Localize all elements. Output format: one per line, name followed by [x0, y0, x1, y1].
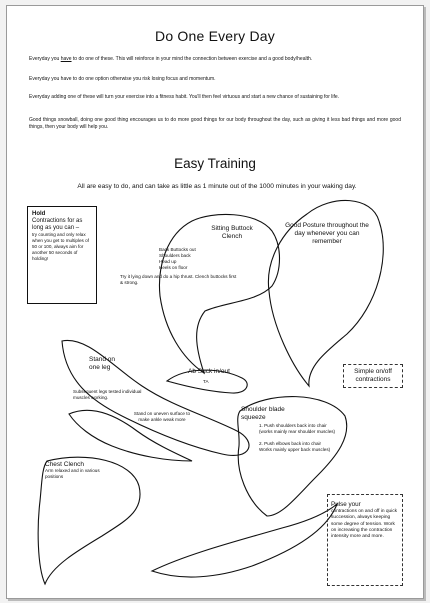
bottom-sweep-shape [152, 504, 337, 577]
sitting-tip: Try it lying down and do a hip thrust. Clench buttocks first & strong. [120, 274, 237, 285]
shoulder-step2: 2. Push elbows back into chair [259, 441, 322, 446]
pulse-title: Pulse your [331, 501, 361, 508]
intro-1-underline: have [60, 56, 72, 62]
sitting-steps [159, 247, 229, 271]
ab-mark: TA [203, 379, 209, 384]
document-page [6, 5, 424, 599]
intro-paragraph-4: Good things snowball, doing one good thing encourages us to do more good things for our body throughout the day, such as giving it less bad things and more good things, then your body will help you. [29, 117, 401, 130]
stand-title: Stand on one leg [89, 356, 116, 371]
section-subtitle: All are easy to do, and can take as little as 1 minute out of the 1000 minutes in your waking day. [77, 183, 357, 190]
intro-paragraph-3: Everyday adding one of these will turn your exercise into a fitness habit. You'll then feel virtuous and start a new chance of sustaining for life. [29, 94, 340, 100]
hold-line1: Contractions for as long as you can – [32, 218, 83, 232]
simple-title: Simple on/off contractions [354, 368, 392, 383]
ab-title: Ab Suck in/out [188, 368, 230, 375]
hold-body: try counting and only relax when you get to multiples of 50 or 100, always aim for another 50 seconds of holding! [32, 232, 89, 262]
hold-box [27, 206, 97, 304]
pulse-box [327, 494, 403, 586]
shoulder-steps [259, 423, 339, 453]
shoulder-step1: 1. Push shoulders back into chair [259, 423, 327, 428]
stand-line2: Stand on uneven surface to make ankle weak more [133, 411, 191, 422]
shoulder-step1-note: (works mainly rear shoulder muscles) [259, 429, 336, 434]
page-title: Do One Every Day [155, 28, 275, 44]
chest-body: Arm relaxed and in various positions [45, 468, 100, 479]
sitting-title: Sitting Buttock Clench [211, 225, 253, 240]
posture-title: Good Posture throughout the day whenever you can remember [285, 222, 369, 245]
sitting-step: Head up [159, 259, 177, 264]
simple-box [343, 364, 403, 388]
stand-line1: Subsequent legs tested individual muscles working. [73, 389, 142, 400]
intro-1-start: Everyday you [29, 56, 60, 62]
section-title: Easy Training [174, 156, 256, 171]
intro-1-end: to do one of these. This will reinforce in your mind the connection between exercise and a good body/health. [72, 56, 313, 62]
intro-paragraph-2: Everyday you have to do one option otherwise you risk losing focus and momentum. [29, 76, 216, 82]
sitting-step: Heels on floor [159, 265, 188, 270]
hold-title: Hold [32, 211, 46, 217]
shoulder-step2-note: Works mainly upper back muscles) [259, 447, 331, 452]
chest-title: Chest Clench [45, 461, 85, 468]
sitting-step: Back Buttocks out [159, 247, 196, 252]
pulse-body: contractions on and off in quick succession, always keeping some degree of tension. Work on increasing the contraction intensity more and more. [331, 509, 398, 540]
sitting-step: Shoulders back [159, 253, 191, 258]
shoulder-title: Shoulder blade squeeze [241, 406, 285, 421]
